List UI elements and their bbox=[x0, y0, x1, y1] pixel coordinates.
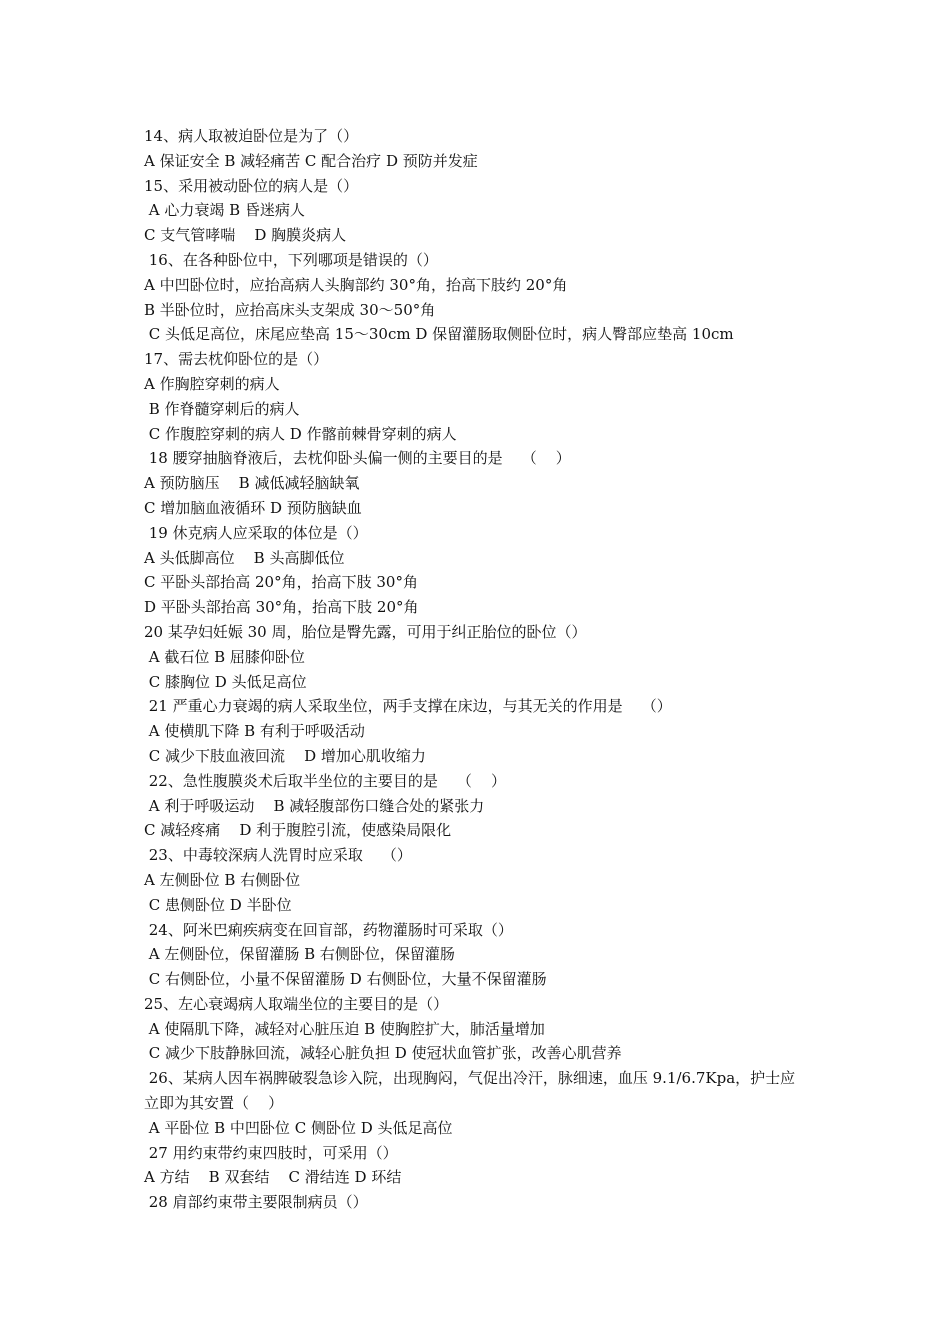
question-26-continuation: 立即为其安置（ ） bbox=[144, 1094, 284, 1113]
question-20-options-cd: C 膝胸位 D 头低足高位 bbox=[144, 672, 307, 691]
question-21: 21 严重心力衰竭的病人采取坐位，两手支撑在床边，与其无关的作用是 （） bbox=[144, 697, 672, 716]
question-15-options-cd: C 支气管哮喘 D 胸膜炎病人 bbox=[144, 226, 347, 245]
question-26: 26、某病人因车祸脾破裂急诊入院，出现胸闷，气促出冷汗，脉细速，血压 9.1/6.7Kpa，护士应 bbox=[144, 1069, 796, 1088]
question-24-options-cd: C 右侧卧位，小量不保留灌肠 D 右侧卧位，大量不保留灌肠 bbox=[144, 970, 547, 989]
question-20: 20 某孕妇妊娠 30 周，胎位是臀先露，可用于纠正胎位的卧位（） bbox=[144, 622, 587, 641]
question-24: 24、阿米巴痢疾病变在回盲部，药物灌肠时可采取（） bbox=[144, 920, 513, 939]
question-25: 25、左心衰竭病人取端坐位的主要目的是（） bbox=[144, 994, 449, 1013]
question-17-option-a: A 作胸腔穿刺的病人 bbox=[144, 374, 280, 393]
question-16-option-b: B 半卧位时，应抬高床头支架成 30～50°角 bbox=[144, 300, 436, 319]
question-27-options: A 方结 B 双套结 C 滑结连 D 环结 bbox=[144, 1168, 402, 1187]
question-27: 27 用约束带约束四肢时，可采用（） bbox=[144, 1143, 398, 1162]
question-23-options-cd: C 患侧卧位 D 半卧位 bbox=[144, 895, 292, 914]
question-23-options-ab: A 左侧卧位 B 右侧卧位 bbox=[144, 870, 301, 889]
question-28: 28 肩部约束带主要限制病员（） bbox=[144, 1193, 368, 1212]
question-20-options-ab: A 截石位 B 屈膝仰卧位 bbox=[144, 647, 305, 666]
question-19-option-c: C 平卧头部抬高 20°角，抬高下肢 30°角 bbox=[144, 573, 418, 592]
question-24-options-ab: A 左侧卧位，保留灌肠 B 右侧卧位，保留灌肠 bbox=[144, 945, 455, 964]
question-15-options-ab: A 心力衰竭 B 昏迷病人 bbox=[144, 201, 305, 220]
question-17-options-cd: C 作腹腔穿刺的病人 D 作髂前棘骨穿刺的病人 bbox=[144, 424, 457, 443]
question-19-options-ab: A 头低脚高位 B 头高脚低位 bbox=[144, 548, 345, 567]
question-15: 15、采用被动卧位的病人是（） bbox=[144, 176, 359, 195]
question-23: 23、中毒较深病人洗胃时应采取 （） bbox=[144, 846, 412, 865]
question-18-options-ab: A 预防脑压 B 减低减轻脑缺氧 bbox=[144, 474, 360, 493]
question-17: 17、需去枕仰卧位的是（） bbox=[144, 350, 329, 369]
question-26-options: A 平卧位 B 中凹卧位 C 侧卧位 D 头低足高位 bbox=[144, 1118, 453, 1137]
question-16-options-cd: C 头低足高位，床尾应垫高 15～30cm D 保留灌肠取侧卧位时，病人臀部应垫高 10cm bbox=[144, 325, 734, 344]
question-22: 22、急性腹膜炎术后取半坐位的主要目的是 （ ） bbox=[144, 771, 507, 790]
question-17-option-b: B 作脊髓穿刺后的病人 bbox=[144, 399, 300, 418]
question-19: 19 休克病人应采取的体位是（） bbox=[144, 523, 368, 542]
question-18-options-cd: C 增加脑血液循环 D 预防脑缺血 bbox=[144, 498, 362, 517]
question-14-options: A 保证安全 B 减轻痛苦 C 配合治疗 D 预防并发症 bbox=[144, 151, 478, 170]
question-25-options-cd: C 减少下肢静脉回流，减轻心脏负担 D 使冠状血管扩张，改善心肌营养 bbox=[144, 1044, 622, 1063]
question-14: 14、病人取被迫卧位是为了（） bbox=[144, 127, 359, 145]
question-22-options-cd: C 减轻疼痛 D 利于腹腔引流，使感染局限化 bbox=[144, 821, 452, 840]
question-25-options-ab: A 使隔肌下降，减轻对心脏压迫 B 使胸腔扩大，肺活量增加 bbox=[144, 1019, 545, 1038]
question-22-options-ab: A 利于呼吸运动 B 减轻腹部伤口缝合处的紧张力 bbox=[144, 796, 485, 815]
question-19-option-d: D 平卧头部抬高 30°角，抬高下肢 20°角 bbox=[144, 598, 419, 617]
question-21-options-ab: A 使横肌下降 B 有利于呼吸活动 bbox=[144, 722, 365, 741]
question-16-option-a: A 中凹卧位时，应抬高病人头胸部约 30°角，抬高下肢约 20°角 bbox=[144, 275, 568, 294]
question-21-options-cd: C 减少下肢血液回流 D 增加心肌收缩力 bbox=[144, 746, 426, 765]
question-18: 18 腰穿抽脑脊液后，去枕仰卧头偏一侧的主要目的是 （ ） bbox=[144, 449, 571, 468]
question-list bbox=[144, 124, 824, 1215]
question-16: 16、在各种卧位中，下列哪项是错误的（） bbox=[144, 250, 438, 269]
